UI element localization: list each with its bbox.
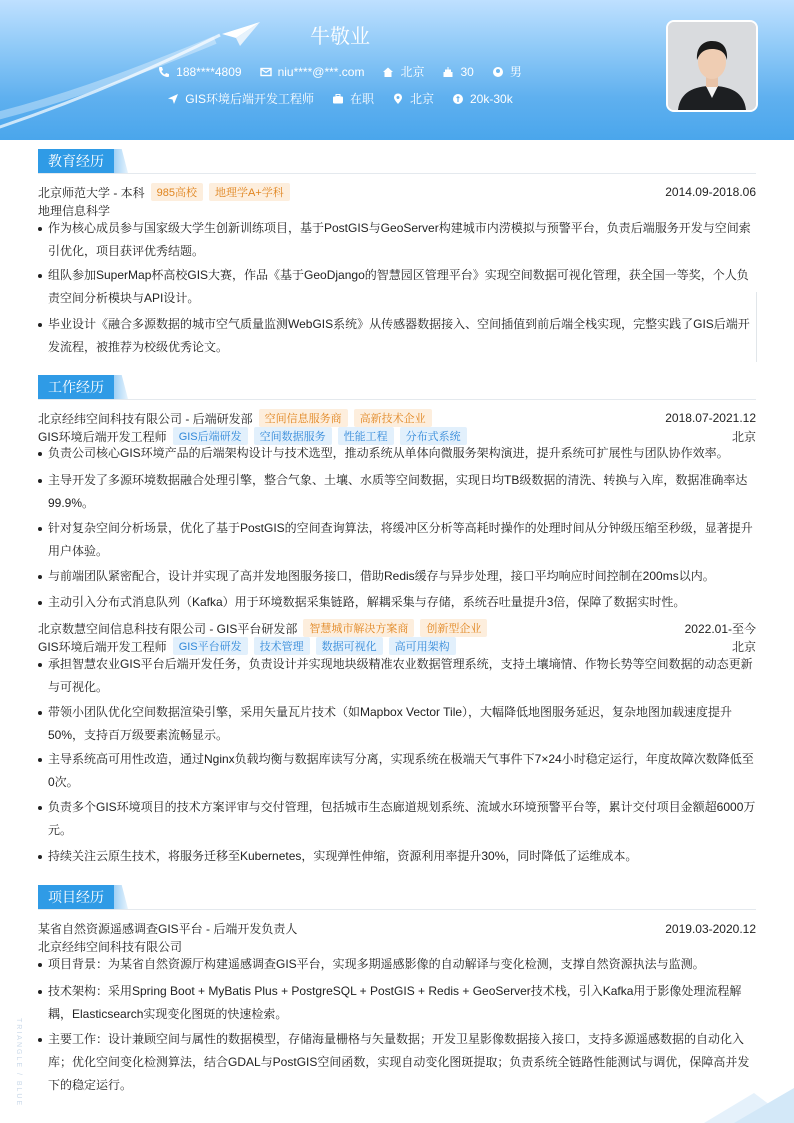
skill-tag: 技术管理 [254, 637, 310, 655]
education-header-row [38, 183, 756, 201]
project-bullet: 主要工作：设计兼顾空间与属性的数据模型，存储海量栅格与矢量数据；开发卫星影像数据接入接口，支持多源遥感数据的自动化入库；优化空间变化检测算法，结合GDAL与PostGIS空间函数，实现自动变化图斑提取；负责系统全链路性能测试与调优，保障高并发下的稳定运行。 [38, 1028, 756, 1097]
candidate-name: 牛敬业 [310, 26, 370, 48]
status-text: 在职 [349, 92, 374, 106]
title-tail-decoration [114, 375, 128, 399]
school-tag: 985高校 [151, 183, 203, 201]
briefcase-icon [332, 93, 344, 105]
job-header-row [38, 409, 756, 427]
project-bullet: 技术架构：采用Spring Boot + MyBatis Plus + PostgreSQL + PostGIS + Redis + GeoServer技术栈，引入Kafka用于影像处理流程解耦，Elasticsearch实现变化图斑的快速检索。 [38, 980, 756, 1026]
coin-icon [452, 93, 464, 105]
job-intent-row [0, 90, 680, 107]
education-section-title [38, 149, 128, 173]
phone-item [158, 65, 241, 79]
city-item [382, 63, 424, 80]
project-period: 2019.03-2020.12 [665, 921, 756, 936]
phone-icon [158, 66, 170, 78]
project-section-title [38, 885, 128, 909]
cake-icon [442, 66, 454, 78]
phone-text: 188****4809 [176, 64, 242, 79]
education-period: 2014.09-2018.06 [665, 185, 756, 199]
work-section-title [38, 375, 128, 399]
company-name: 北京数慧空间信息科技有限公司 - GIS平台研发部 [38, 621, 298, 636]
gender-text: 男 [509, 65, 522, 79]
position-item [167, 90, 314, 107]
education-bullet: 组队参加SuperMap杯高校GIS大赛，作品《基于GeoDjango的智慧园区管理平台》实现空间数据可视化管理，获全国一等奖，个人负责空间分析模块与API设计。 [38, 264, 756, 310]
avatar-illustration [668, 22, 756, 110]
job-role: GIS环境后端开发工程师 [38, 639, 167, 654]
school-name: 北京师范大学 - 本科 [38, 185, 145, 200]
job-header-row [38, 619, 756, 637]
skill-tag: GIS后端研发 [173, 427, 248, 445]
project-company: 北京经纬空间科技有限公司 [38, 940, 183, 954]
target-city-item [392, 90, 434, 107]
education-bullet: 毕业设计《融合多源数据的城市空气质量监测WebGIS系统》从传感器数据接入、空间插值到前后端全栈实现，完整实践了GIS后端开发流程，被推荐为校级优秀论文。 [38, 313, 756, 359]
send-icon [167, 93, 179, 105]
contact-row [0, 63, 680, 80]
job-bullet: 针对复杂空间分析场景，优化了基于PostGIS的空间查询算法，将缓冲区分析等高耗时操作的处理时间从分钟级压缩至秒级，显著提升用户体验。 [38, 517, 756, 563]
work-title-label: 工作经历 [38, 375, 114, 399]
header-banner [0, 0, 794, 140]
home-icon [382, 66, 394, 78]
skill-tag: 高可用架构 [389, 637, 456, 655]
status-item [332, 90, 374, 107]
title-tail-decoration [114, 885, 128, 909]
job-bullet: 主动引入分布式消息队列（Kafka）用于环境数据采集链路，解耦采集与存储，系统吞吐量提升3倍，保障了数据实时性。 [38, 591, 756, 614]
job-bullet: 与前端团队紧密配合，设计并实现了高并发地图服务接口，借助Redis缓存与异步处理，接口平均响应时间控制在200ms以内。 [38, 565, 756, 588]
major: 地理信息科学 [38, 204, 111, 218]
project-name: 某省自然资源遥感调查GIS平台 - 后端开发负责人 [38, 922, 298, 936]
school-tag: 地理学A+学科 [209, 183, 290, 201]
profile-photo [666, 20, 758, 112]
email-icon [260, 66, 272, 78]
job-period: 2022.01-至今 [684, 621, 756, 636]
title-tail-decoration [114, 149, 128, 173]
email-item [260, 65, 365, 79]
skill-tag: GIS平台研发 [173, 637, 248, 655]
gender-item [492, 63, 522, 80]
job-bullet: 持续关注云原生技术，将服务迁移至Kubernetes，实现弹性伸缩，资源利用率提升30%，同时降低了运维成本。 [38, 845, 756, 868]
job-bullet: 带领小团队优化空间数据渲染引擎，采用矢量瓦片技术（如Mapbox Vector Tile），大幅降低地图服务延迟，复杂地图加载速度提升50%，支持百万级要素流畅显示。 [38, 701, 756, 747]
section-divider [38, 399, 756, 400]
city-text: 北京 [400, 65, 425, 79]
job-bullet: 承担智慧农业GIS平台后端开发任务，负责设计并实现地块级精准农业数据管理系统，支持土壤墒情、作物长势等空间数据的动态更新与可视化。 [38, 653, 756, 699]
skill-tag: 性能工程 [338, 427, 394, 445]
job-role: GIS环境后端开发工程师 [38, 429, 167, 444]
project-title-label: 项目经历 [38, 885, 114, 909]
decorative-line [756, 292, 757, 362]
section-divider [38, 173, 756, 174]
job-bullet: 负责公司核心GIS环境产品的后端架构设计与技术选型，推动系统从单体向微服务架构演进，提升系统可扩展性与团队协作效率。 [38, 442, 756, 465]
job-city: 北京 [731, 429, 756, 444]
position-text: GIS环境后端开发工程师 [185, 92, 314, 106]
gender-icon [492, 66, 504, 78]
salary-text: 20k-30k [470, 91, 513, 106]
location-pin-icon [392, 93, 404, 105]
education-bullet: 作为核心成员参与国家级大学生创新训练项目，基于PostGIS与GeoServer构建城市内涝模拟与预警平台，负责后端服务开发与空间索引优化，项目获评优秀结题。 [38, 217, 756, 263]
company-tag: 高新技术企业 [354, 409, 432, 427]
job-period: 2018.07-2021.12 [665, 411, 756, 425]
company-tag: 创新型企业 [420, 619, 487, 637]
email-text: niu****@***.com [277, 64, 365, 79]
job-bullet: 主导系统高可用性改造，通过Nginx负载均衡与数据库读写分离，实现系统在极端天气事件下7×24小时稳定运行，年度故障次数降低至0次。 [38, 748, 756, 794]
skill-tag: 空间数据服务 [254, 427, 332, 445]
age-item [442, 65, 473, 79]
job-bullet: 主导开发了多源环境数据融合处理引擎，整合气象、土壤、水质等空间数据，实现日均TB级数据的清洗、转换与入库，数据准确率达99.9%。 [38, 469, 756, 515]
job-city: 北京 [731, 639, 756, 654]
salary-item [452, 92, 513, 106]
company-name: 北京经纬空间科技有限公司 - 后端研发部 [38, 411, 253, 426]
job-bullet: 负责多个GIS环境项目的技术方案评审与交付管理，包括城市生态廊道规划系统、流域水环境预警平台等，累计交付项目金额超6000万元。 [38, 796, 756, 842]
corner-decoration [664, 1063, 794, 1123]
project-bullet: 项目背景：为某省自然资源厅构建遥感调查GIS平台，实现多期遥感影像的自动解译与变化检测，支撑自然资源执法与监测。 [38, 953, 756, 976]
education-title-label: 教育经历 [38, 149, 114, 173]
company-tag: 智慧城市解决方案商 [303, 619, 414, 637]
skill-tag: 数据可视化 [316, 637, 383, 655]
section-divider [38, 909, 756, 910]
skill-tag: 分布式系统 [400, 427, 467, 445]
age-text: 30 [460, 64, 474, 79]
company-tag: 空间信息服务商 [259, 409, 348, 427]
target-city-text: 北京 [409, 92, 434, 106]
project-header-row [38, 920, 756, 937]
watermark-text: TRIANGLE / BLUE [15, 1018, 22, 1108]
